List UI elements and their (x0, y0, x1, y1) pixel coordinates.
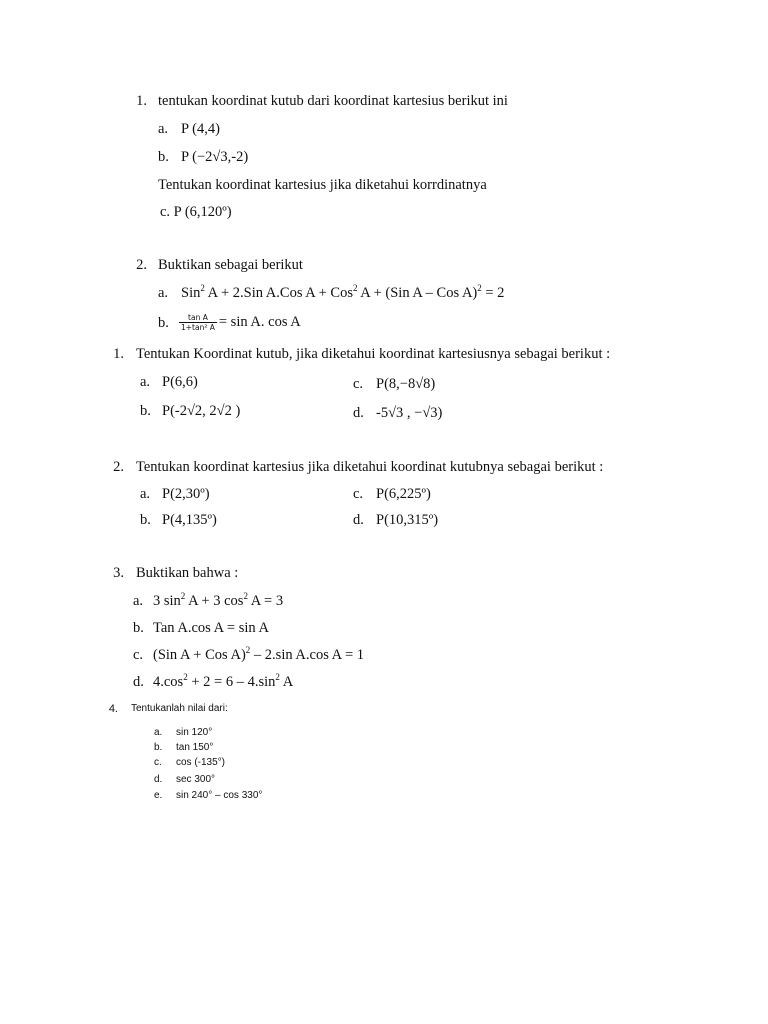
b1-q1-a-label: a. (158, 121, 169, 137)
b1-q1-number: 1. (136, 93, 147, 109)
b2-q1-number: 1. (113, 346, 124, 362)
b2-q3-a-label: a. (133, 593, 144, 609)
b2-q4-item-label: c. (154, 757, 162, 768)
b2-q3-b-text: Tan A.cos A = sin A (153, 620, 269, 636)
b2-q1-a-text: P(6,6) (162, 374, 198, 390)
b2-q3-a-expression: 3 $\sin^2 A + 3$ $\cos^2 A = 3$ (153, 591, 284, 609)
b2-q2-a-label: a. (140, 486, 151, 502)
b2-q2-number: 2. (113, 459, 124, 475)
b2-q2-d-label: d. (353, 512, 364, 528)
b2-q1-c-label: c. (353, 376, 364, 392)
b2-q4-item-label: e. (154, 790, 163, 801)
b1-q2-b-expression: $\frac{\text{tan A}}{\text{1+tan² A}}$ = sin A. cos A (181, 313, 301, 333)
b1-q2-number: 2. (136, 257, 147, 273)
b2-q1-b-text: P(-2√2, 2√2 ) (162, 403, 241, 419)
b2-q4-item-label: d. (154, 774, 163, 785)
b2-q4-item-text: sec 300° (176, 774, 216, 785)
fraction: $\frac{\text{tan A}}{\text{1+tan² A}}$ (181, 313, 215, 333)
b2-q2-b-label: b. (140, 512, 151, 528)
b2-q2-c-text: P(6,225º) (376, 486, 431, 502)
b2-q2-c-label: c. (353, 486, 364, 502)
b2-q1-d-label: d. (353, 405, 364, 421)
b2-q4-item-label: b. (154, 742, 163, 753)
b2-q4-item-text: sin 120° (176, 727, 213, 738)
b1-q2-b-label: b. (158, 315, 169, 331)
b2-q3-d-expression: $4.\cos^2 + 2 = 6 - 4.\sin^2$ A (153, 672, 294, 690)
b1-q2-text: Buktikan sebagai berikut (158, 257, 303, 273)
b1-q1-text: tentukan koordinat kutub dari koordinat kartesius berikut ini (158, 93, 508, 109)
b2-q3-c-expression: (Sin A + Cos A)$^2$ – 2.sin A.cos A = 1 (153, 645, 365, 663)
b2-q3-b-label: b. (133, 620, 144, 636)
b2-q2-text: Tentukan koordinat kartesius jika diketahui koordinat kutubnya sebagai berikut : (136, 459, 604, 475)
b2-q4-text: Tentukanlah nilai dari: (131, 703, 228, 714)
b2-q1-text: Tentukan Koordinat kutub, jika diketahui koordinat kartesiusnya sebagai berikut : (136, 346, 611, 362)
b1-q1-b-label: b. (158, 149, 169, 165)
b2-q3-d-label: d. (133, 674, 144, 690)
b2-q3-number: 3. (113, 565, 124, 581)
b2-q2-d-text: P(10,315º) (376, 512, 439, 528)
b2-q1-a-label: a. (140, 374, 151, 390)
b2-q2-a-text: P(2,30º) (162, 486, 210, 502)
b2-q1-d-text: -5√3 , −√3) (376, 405, 443, 421)
b2-q4-item-text: sin 240° – cos 330° (176, 790, 263, 801)
b1-q1-c-text: c. P (6,120º) (160, 204, 232, 220)
b1-q1-a-text: P (4,4) (181, 121, 220, 137)
b2-q3-c-label: c. (133, 647, 144, 663)
b1-q2-a-label: a. (158, 285, 169, 301)
b2-q1-b-label: b. (140, 403, 151, 419)
b2-q1-c-text: P(8,−8√8) (376, 376, 436, 392)
b2-q3-text: Buktikan bahwa : (136, 565, 239, 581)
b2-q2-b-text: P(4,135º) (162, 512, 217, 528)
b1-q1-b-text: P (−2√3,-2) (181, 149, 249, 165)
b2-q4-item-text: tan 150° (176, 742, 214, 753)
b1-q2-a-expression: Sin$^2$ A + 2.Sin A.Cos A + Cos$^2$ A + (Sin A – Cos A)$^2$ = 2 (181, 283, 505, 301)
b2-q4-number: 4. (108, 703, 118, 715)
b2-q4-item-text: cos (-135°) (176, 757, 226, 768)
b1-q1-note: Tentukan koordinat kartesius jika diketahui korrdinatnya (158, 177, 487, 193)
b2-q4-item-label: a. (154, 727, 163, 738)
